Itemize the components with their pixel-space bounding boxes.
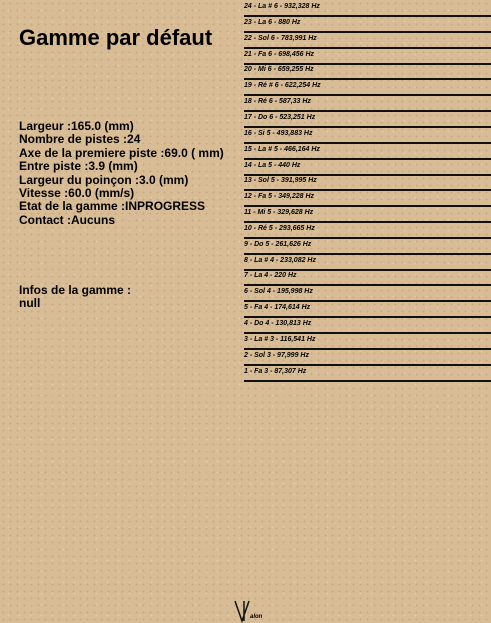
track-row: [244, 17, 491, 33]
track-row: [244, 160, 491, 176]
punch-width-property: Largeur du poinçon :3.0 (mm): [19, 172, 189, 187]
track-label: 22 - Sol 6 - 783,991 Hz: [244, 34, 317, 42]
track-row: [244, 366, 491, 382]
track-row: [244, 1, 491, 17]
track-label: 2 - Sol 3 - 97,999 Hz: [244, 351, 309, 359]
first-track-axis-property: Axe de la premiere piste :69.0 ( mm): [19, 145, 224, 160]
track-label: 16 - Si 5 - 493,883 Hz: [244, 129, 313, 137]
track-row: [244, 270, 491, 286]
track-list: [244, 0, 491, 380]
track-row: [244, 350, 491, 366]
gamme-infos-label: Infos de la gamme :: [19, 283, 132, 297]
track-label: 23 - La 6 - 880 Hz: [244, 18, 301, 26]
track-row: [244, 255, 491, 271]
track-label: 11 - Mi 5 - 329,628 Hz: [244, 209, 314, 217]
track-spacing-property: Entre piste :3.9 (mm): [19, 159, 138, 174]
track-row: [244, 302, 491, 318]
contact-property: Contact :Aucuns: [19, 212, 115, 227]
track-label: 6 - Sol 4 - 195,998 Hz: [244, 288, 313, 296]
track-row: [244, 49, 491, 65]
track-row: [244, 112, 491, 128]
track-label: 17 - Do 6 - 523,251 Hz: [244, 113, 316, 121]
track-line: [244, 380, 491, 382]
track-label: 19 - Ré # 6 - 622,254 Hz: [244, 82, 321, 90]
track-label: 12 - Fa 5 - 349,228 Hz: [244, 193, 315, 201]
track-label: 15 - La # 5 - 466,164 Hz: [244, 145, 320, 153]
track-row: [244, 318, 491, 334]
track-label: 24 - La # 6 - 932,328 Hz: [244, 3, 320, 10]
track-label: 8 - La # 4 - 233,082 Hz: [244, 256, 316, 264]
track-label: 7 - La 4 - 220 Hz: [244, 272, 297, 280]
state-property: Etat de la gamme :INPROGRESS: [19, 199, 206, 214]
track-label: 21 - Fa 6 - 698,456 Hz: [244, 50, 315, 58]
width-property: Largeur :165.0 (mm): [19, 119, 134, 133]
track-label: 13 - Sol 5 - 391,995 Hz: [244, 177, 317, 185]
track-row: [244, 80, 491, 96]
track-count-property: Nombre de pistes :24: [19, 132, 141, 147]
track-row: [244, 223, 491, 239]
page-title: Gamme par défaut: [19, 25, 213, 50]
logo-text: alon: [250, 614, 263, 620]
track-row: [244, 128, 491, 144]
track-label: 3 - La # 3 - 116,541 Hz: [244, 335, 316, 343]
gamme-infos-value: null: [19, 296, 41, 311]
track-label: 4 - Do 4 - 130,813 Hz: [244, 320, 312, 327]
track-row: [244, 286, 491, 302]
track-label: 20 - Mi 6 - 659,255 Hz: [244, 66, 314, 74]
track-row: [244, 64, 491, 80]
track-label: 18 - Ré 6 - 587,33 Hz: [244, 98, 311, 106]
track-label: 10 - Ré 5 - 293,665 Hz: [244, 224, 315, 232]
track-label: 1 - Fa 3 - 87,307 Hz: [244, 367, 307, 375]
track-row: [244, 191, 491, 207]
gamme-properties: [19, 120, 234, 227]
track-row: [244, 334, 491, 350]
track-row: [244, 96, 491, 112]
track-row: [244, 175, 491, 191]
track-label: 9 - Do 5 - 261,626 Hz: [244, 240, 312, 248]
track-row: [244, 239, 491, 255]
track-row: [244, 33, 491, 49]
track-row: [244, 207, 491, 223]
track-label: 5 - Fa 4 - 174,614 Hz: [244, 304, 311, 312]
speed-property: Vitesse :60.0 (mm/s): [19, 186, 135, 201]
gamme-infos: [19, 284, 234, 311]
track-row: [244, 144, 491, 160]
track-label: 14 - La 5 - 440 Hz: [244, 161, 301, 169]
